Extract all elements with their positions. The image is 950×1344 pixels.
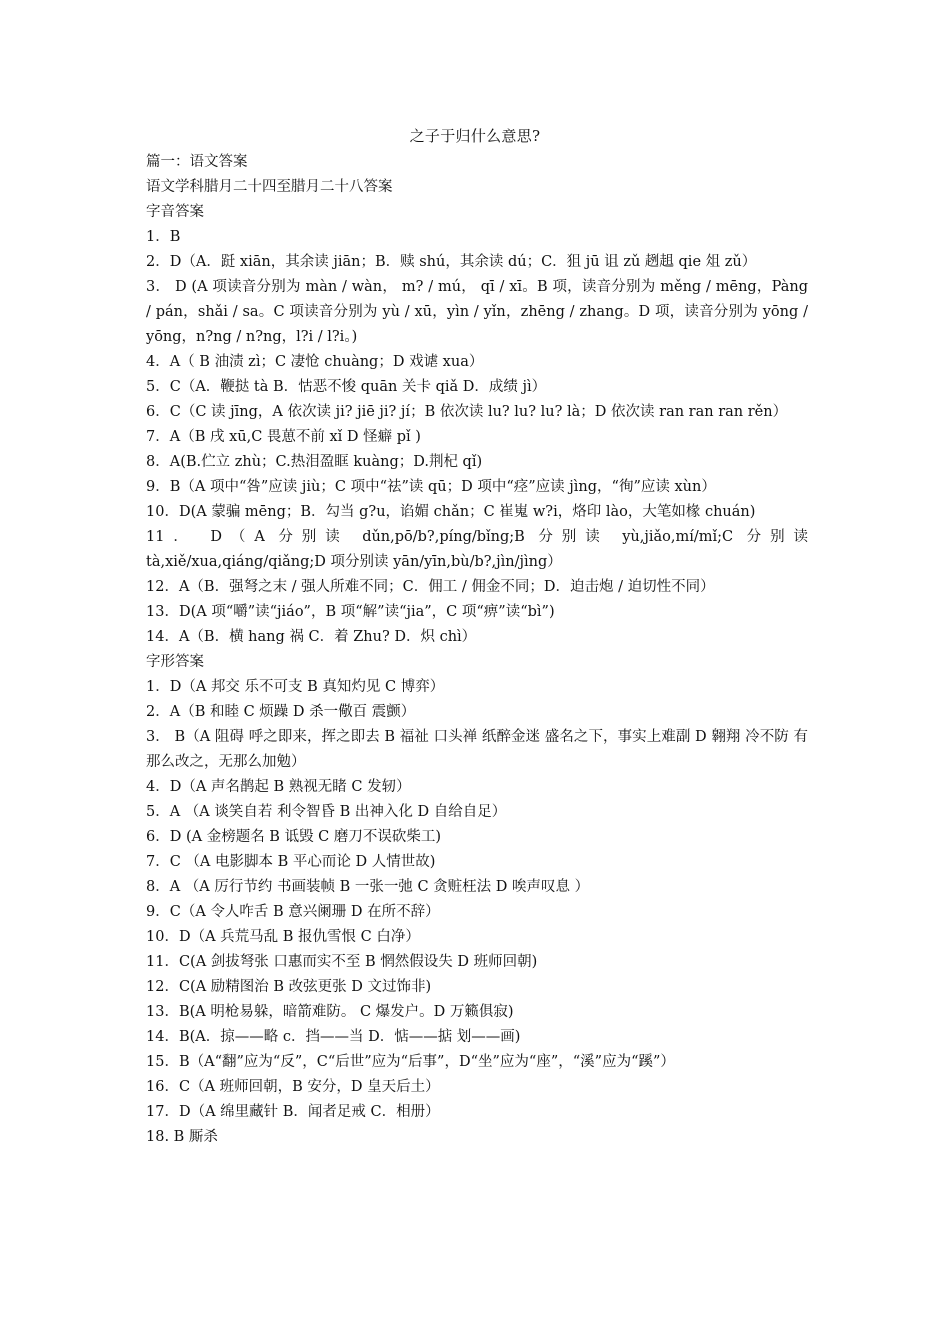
answer-item: 7．A（B 戌 xū,C 畏葸不前 xǐ D 怪癖 pǐ ) [146,429,421,445]
answer-item: 7．C （A 电影脚本 B 平心而论 D 人情世故) [146,854,436,870]
answer-item: 8．A(B.伫立 zhù；C.热泪盈眶 kuàng；D.荆杞 qǐ) [146,454,483,470]
answer-item: 17．D（A 绵里藏针 B．闻者足戒 C．相册） [146,1104,440,1120]
answer-item: 4．D（A 声名鹊起 B 熟视无睹 C 发轫） [146,779,411,795]
answer-item: 14．B(A．掠——略 c．挡——当 D．惦——掂 划——画) [146,1029,521,1045]
zi-yin-heading: 字音答案 [146,204,204,220]
answer-item: 16．C（A 班师回朝，B 安分，D 皇天后土） [146,1079,440,1095]
answer-item: 8．A （A 厉行节约 书画装帧 B 一张一弛 C 贪赃枉法 D 唉声叹息 ） [146,879,590,895]
answer-item: 14．A（B．横 hang 祸 C．着 Zhu? D．炽 chì） [146,629,477,645]
answer-item: 3． D (A 项读音分别为 màn / wàn， m? / mú， qī / xī。B 项，读音分别为 měng / mēng，Pàng / pán，shǎi / sa。C 项读音分别为 yù / xū，yìn / yǐn，zhēng / zhang。D 项，读音分别为 yōng / yōng，n?ng / n?ng，l?i / l?i。) [146,279,808,345]
subtitle: 语文学科腊月二十四至腊月二十八答案 [146,179,393,195]
answer-item: 6．D (A 金榜题名 B 诋毁 C 磨刀不误砍柴工) [146,829,442,845]
answer-item: 11． D（A 分别读 dǔn,pō/b?,píng/bǐng;B 分别读 yù,jiǎo,mí/mǐ;C 分别读 tà,xiě/xua,qiáng/qiǎng;D 项分别读 yān/yīn,bù/b?,jìn/jìng） [146,529,808,570]
answer-item: 9．B（A 项中“咎”应读 jiù；C 项中“祛”读 qū；D 项中“痉”应读 jìng，“徇”应读 xùn） [146,479,716,495]
answer-item: 2．D（A．跹 xiān，其余读 jiān；B．赎 shú，其余读 dú；C．狙 jū 诅 zǔ 趔趄 qie 俎 zǔ） [146,254,757,270]
answer-item: 1．D（A 邦交 乐不可支 B 真知灼见 C 博弈） [146,679,445,695]
answer-item: 15．B（A“翻”应为“反”，C“后世”应为“后事”，D“坐”应为“座”，“溪”应为“蹊”） [146,1054,675,1070]
document-body [146,150,808,1150]
answer-item: 6．C（C 读 jīng，A 依次读 ji? jiē ji? jí；B 依次读 lu? lu? lu? là；D 依次读 ran ran ran rěn） [146,404,788,420]
answer-item: 13．B(A 明枪易躲，暗箭难防。 C 爆发户。D 万籁俱寂) [146,1004,514,1020]
answer-item: 13．D(A 项“嚼”读“jiáo”，B 项“解”读“jia”，C 项“痹”读“bì”) [146,604,555,620]
answer-item: 18. B 厮杀 [146,1129,218,1145]
answer-item: 10．D(A 蒙骗 mēng；B．勾当 g?u，谄媚 chǎn；C 崔嵬 w?i，烙印 lào，大笔如椽 chuán) [146,504,756,520]
answer-item: 2．A（B 和睦 C 烦躁 D 杀一儆百 震颤） [146,704,416,720]
answer-item: 3． B（A 阻碍 呼之即来，挥之即去 B 福祉 口头禅 纸醉金迷 盛名之下，事实上难副 D 翱翔 冷不防 有那么改之，无那么加勉） [146,729,808,770]
answer-item: 5．A （A 谈笑自若 利令智昏 B 出神入化 D 自给自足） [146,804,507,820]
answer-item: 5．C（A．鞭挞 tà B．怙恶不悛 quān 关卡 qiǎ D．成绩 jì） [146,379,547,395]
answer-item: 10．D（A 兵荒马乱 B 报仇雪恨 C 白净） [146,929,420,945]
answer-item: 9．C（A 令人咋舌 B 意兴阑珊 D 在所不辞） [146,904,440,920]
zi-xing-heading: 字形答案 [146,654,204,670]
answer-item: 12．A（B．强弩之末 / 强人所难不同；C．佣工 / 佣金不同；D．迫击炮 / 迫切性不同） [146,579,715,595]
answer-item: 11．C(A 剑拔弩张 口惠而实不至 B 惘然假设失 D 班师回朝) [146,954,538,970]
answer-item: 12．C(A 励精图治 B 改弦更张 D 文过饰非) [146,979,432,995]
answer-item: 1．B [146,229,181,245]
answer-item: 4．A（ B 油渍 zì；C 凄怆 chuàng；D 戏谑 xua） [146,354,484,370]
section-label: 篇一：语文答案 [146,154,248,170]
page-title: 之子于归什么意思? [409,127,541,145]
